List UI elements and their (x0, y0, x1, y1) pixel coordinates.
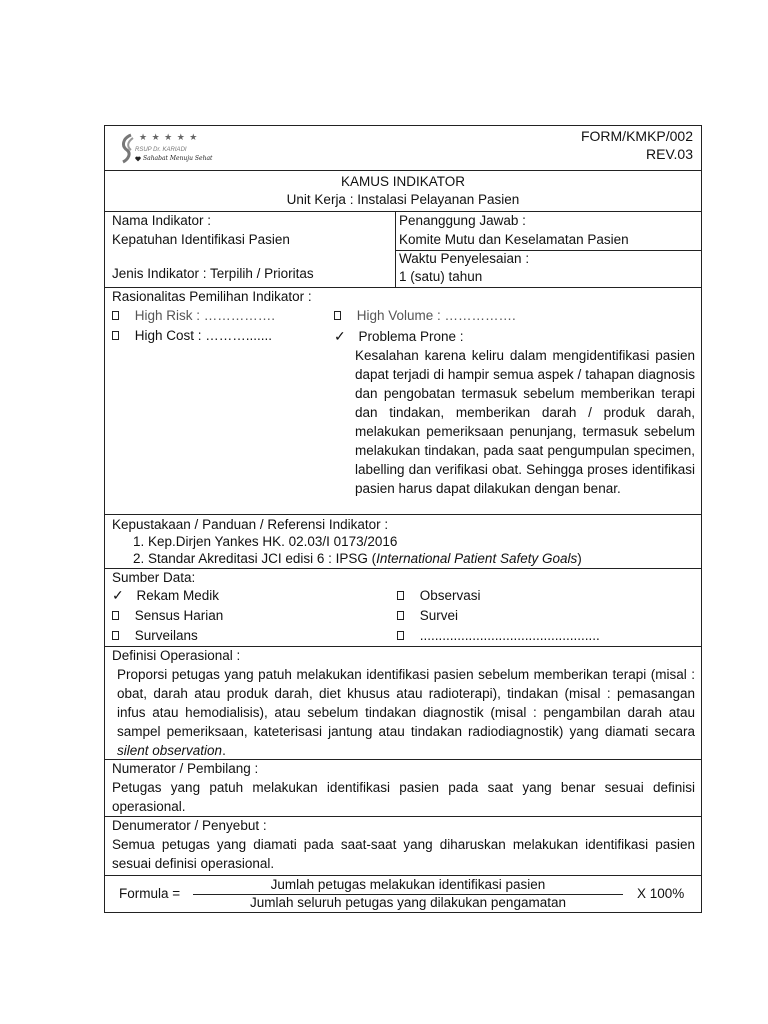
high-volume-checkbox[interactable] (334, 311, 341, 320)
pic-value: Komite Mutu dan Keselamatan Pasien (399, 232, 629, 247)
surveilans-option: Surveilans (112, 627, 198, 645)
checkmark-icon[interactable]: ✓ (334, 328, 346, 344)
rationale-label: Rasionalitas Pemilihan Indikator : (112, 289, 312, 304)
indicator-row (105, 212, 701, 288)
rekam-medik-option: ✓ Rekam Medik (112, 587, 220, 603)
hospital-logo (117, 132, 217, 168)
work-unit: Unit Kerja : Instalasi Pelayanan Pasien (286, 192, 520, 207)
high-risk-checkbox[interactable] (112, 311, 119, 320)
high-volume-option: High Volume : ……………. (334, 307, 516, 325)
revision: REV.03 (646, 146, 693, 162)
indicator-form (104, 125, 702, 913)
reference-item-1: 1. Kep.Dirjen Yankes HK. 02.03/I 0173/2016 (133, 534, 398, 549)
rationale-row (105, 288, 701, 515)
denominator-text: Semua petugas yang diamati pada saat-saat yang diharuskan melakukan identifikasi pasien sesuai definisi operasional. (112, 837, 695, 871)
completion-time-value: 1 (satu) tahun (399, 269, 483, 284)
observasi-option: Observasi (397, 587, 481, 605)
title-heading: KAMUS INDIKATOR (340, 174, 466, 189)
high-cost-checkbox[interactable] (112, 331, 119, 340)
formula-numerator: Jumlah petugas melakukan identifikasi pasien (270, 877, 546, 892)
survei-option: Survei (397, 607, 458, 625)
formula-multiplier: X 100% (637, 886, 685, 901)
data-source-row (105, 569, 701, 647)
logo-name: RSUP Dr. KARIADI (135, 147, 187, 153)
form-code: FORM/KMKP/002 (580, 128, 693, 144)
checkmark-icon[interactable]: ✓ (112, 587, 124, 603)
high-risk-option: High Risk : ……………. (112, 307, 275, 325)
formula-denominator: Jumlah seluruh petugas yang dilakukan pengamatan (250, 895, 566, 910)
title-row (105, 171, 701, 212)
problem-prone-option: ✓ Problema Prone : (334, 328, 464, 344)
pic-label: Penanggung Jawab : (399, 213, 526, 228)
logo-tagline: Sahabat Menuju Sehat (143, 155, 213, 162)
sensus-harian-checkbox[interactable] (112, 611, 119, 620)
numerator-row (105, 760, 701, 817)
indicator-name: Kepatuhan Identifikasi Pasien (112, 232, 290, 247)
high-cost-option: High Cost : ………....... (112, 327, 272, 345)
problem-prone-description: Kesalahan karena keliru dalam mengidentifikasi pasien dapat terjadi di hampir semua aspek / tahapan diagnosis dan pengobatan termasuk sebelum memberikan terapi dan tindakan, memberikan darah / produk darah, melakukan pemeriksaan penunjang, termasuk sebelum melakukan tindakan, pada saat pengumpulan specimen, labelling dan verifikasi obat. Sehingga proses identifikasi pasien harus dapat dilakukan dengan benar. (355, 348, 695, 496)
formula-row (105, 876, 701, 913)
reference-item-2: 2. Standar Akreditasi JCI edisi 6 : IPSG (International Patient Safety Goals) (133, 551, 582, 566)
references-label: Kepustakaan / Panduan / Referensi Indikator : (112, 517, 389, 532)
formula-label: Formula = (119, 886, 181, 901)
logo-stars: ★ ★ ★ ★ ★ (139, 132, 199, 142)
other-source-option: ................................................ (397, 627, 600, 645)
heart-icon (135, 156, 141, 162)
indicator-name-label: Nama Indikator : (112, 213, 212, 228)
definition-label: Definisi Operasional : (112, 648, 241, 663)
references-row (105, 515, 701, 569)
header-row (105, 126, 701, 171)
surveilans-checkbox[interactable] (112, 631, 119, 640)
denominator-row (105, 817, 701, 876)
survei-checkbox[interactable] (397, 611, 404, 620)
sensus-harian-option: Sensus Harian (112, 607, 223, 625)
numerator-text: Petugas yang patuh melakukan identifikasi pasien pada saat yang benar sesuai definisi operasional. (112, 780, 695, 814)
indicator-type: Jenis Indikator : Terpilih / Prioritas (112, 266, 314, 281)
completion-time-label: Waktu Penyelesaian : (399, 251, 530, 266)
definition-row (105, 647, 701, 760)
denominator-label: Denumerator / Penyebut : (112, 818, 267, 833)
observasi-checkbox[interactable] (397, 591, 404, 600)
other-source-checkbox[interactable] (397, 631, 404, 640)
definition-text: Proporsi petugas yang patuh melakukan identifikasi pasien sebelum memberikan terapi (misal : obat, darah atau produk darah, diet khusus atau radioterapi), tindakan (misal : pemasangan infus atau hemodialisis), atau sebelum tindakan diagnostik (misal : pengambilan darah atau sampel pemeriksaan, kateterisasi jantung atau tindakan radiodiagnostik) yang diamati secara silent observation. (117, 667, 695, 758)
numerator-label: Numerator / Pembilang : (112, 761, 259, 776)
data-source-label: Sumber Data: (112, 570, 196, 585)
